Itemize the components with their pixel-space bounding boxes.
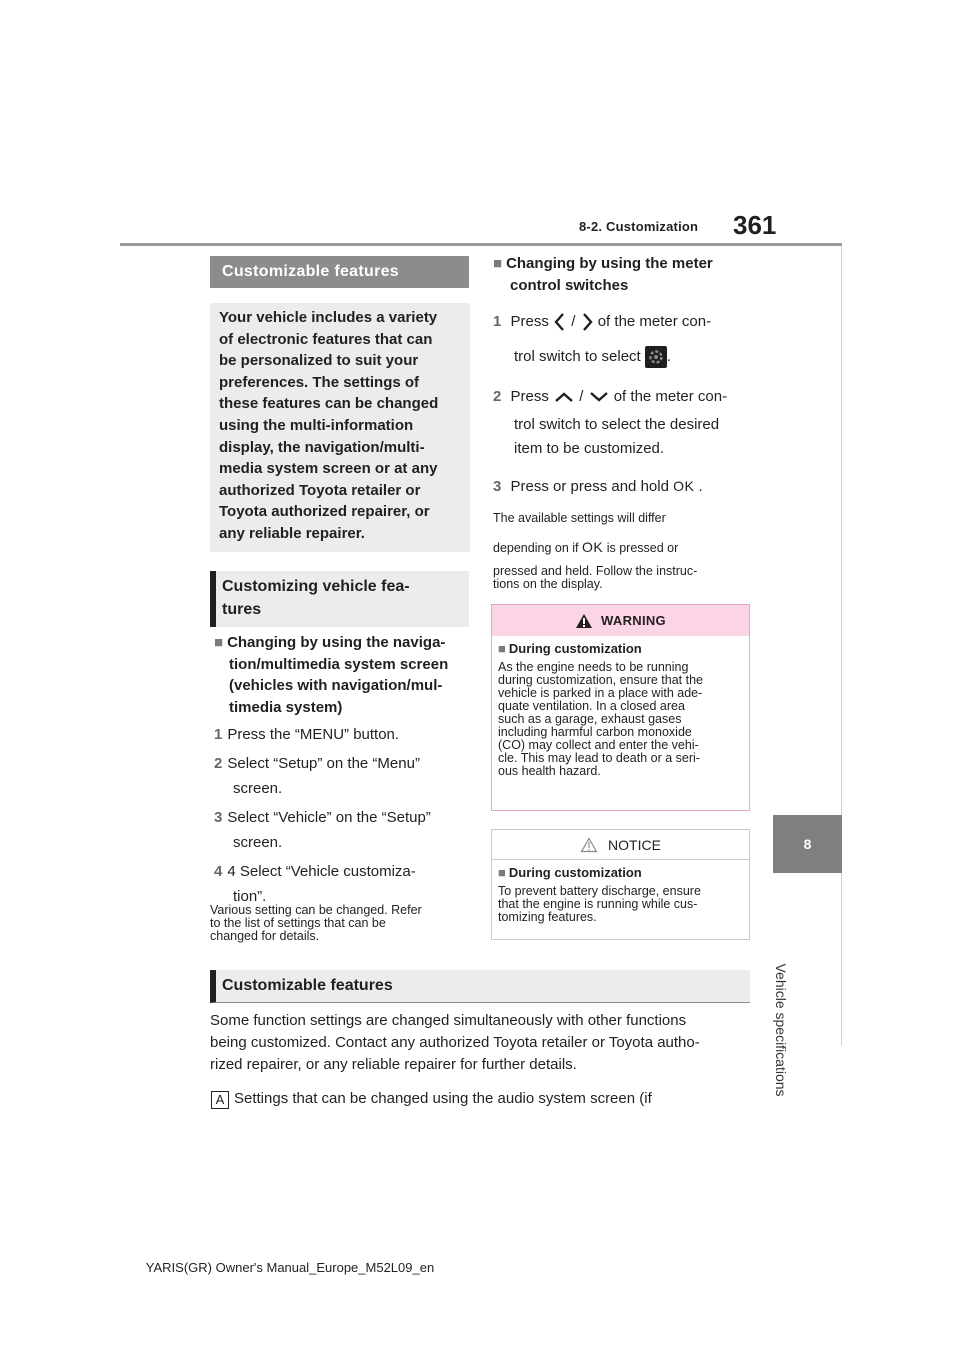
step-text: screen. xyxy=(233,834,283,851)
square-bullet-icon: ■ xyxy=(493,255,503,272)
step-text: tion”. xyxy=(233,888,267,905)
note-line: tions on the display. xyxy=(493,577,603,591)
step-text: trol switch to select xyxy=(514,348,641,365)
body-line: including harmful carbon monoxide xyxy=(498,725,692,739)
subhead-line: control switches xyxy=(510,276,629,294)
step-text: Press the “MENU” button. xyxy=(227,726,400,743)
note-text: depending on if xyxy=(493,541,579,555)
step-text: of the meter con- xyxy=(613,388,728,405)
body-line: that the engine is running while cus- xyxy=(498,897,698,911)
intro-line: any reliable repairer. xyxy=(219,524,365,542)
step-text: Press xyxy=(510,388,549,405)
step-text: 4 Select “Vehicle customiza- xyxy=(227,863,416,880)
heading-customizable-features-table: Customizable features xyxy=(210,970,750,1003)
chevron-left-icon xyxy=(553,311,567,333)
notice-title: NOTICE xyxy=(608,836,661,853)
step-text: Press xyxy=(510,313,549,330)
page-number: 361 xyxy=(733,210,777,240)
subhead-line: Changing by using the meter xyxy=(506,255,713,272)
meter-step-2-cont: item to be customized. xyxy=(514,440,665,457)
step-text: . xyxy=(698,478,703,495)
step-number: 2 xyxy=(214,755,223,772)
meter-step-2-cont: trol switch to select the desired xyxy=(514,416,720,433)
para-line: being customized. Contact any authorized Toyota retailer or Toyota autho- xyxy=(210,1034,700,1051)
square-bullet-icon: ■ xyxy=(498,865,506,880)
caution-outline-icon xyxy=(580,837,598,853)
warning-header xyxy=(492,605,749,636)
separator: / xyxy=(579,388,584,405)
step-number: 1 xyxy=(214,726,223,743)
body-line: during customization, ensure that the xyxy=(498,673,703,687)
step-number: 4 xyxy=(214,863,223,880)
intro-line: Your vehicle includes a variety xyxy=(219,309,438,326)
step-item xyxy=(214,722,470,747)
ok-icon: OK xyxy=(673,478,695,494)
step-text: Select “Vehicle” on the “Setup” xyxy=(227,809,431,826)
body-line: (CO) may collect and enter the vehi- xyxy=(498,738,699,752)
notice-header xyxy=(492,830,749,860)
meter-step-3 xyxy=(493,474,703,499)
chapter-label-text: Vehicle specifications xyxy=(773,963,789,1097)
chevron-up-icon xyxy=(553,390,575,404)
ok-icon: OK xyxy=(581,539,604,555)
heading-line: Customizing vehicle fea- xyxy=(222,578,410,595)
section-a-line xyxy=(211,1088,652,1110)
header-rule xyxy=(120,243,842,246)
step-number: 3 xyxy=(493,478,502,495)
square-bullet-icon: ■ xyxy=(214,634,224,651)
chevron-down-icon xyxy=(588,390,610,404)
subhead-line: timedia system) xyxy=(229,698,343,716)
body-line: vehicle is parked in a place with ade- xyxy=(498,686,703,700)
section-a-marker: A xyxy=(211,1091,229,1109)
warning-subhead xyxy=(498,641,749,656)
bottom-paragraph xyxy=(210,1010,755,1076)
note-block xyxy=(493,565,743,591)
left-note xyxy=(210,904,468,943)
step-item xyxy=(214,859,470,909)
warning-triangle-icon xyxy=(575,613,593,629)
subhead-text: During customization xyxy=(508,641,642,656)
gear-icon xyxy=(645,346,667,368)
warning-title: WARNING xyxy=(601,613,666,628)
subhead-text: During customization xyxy=(508,865,642,880)
step-number: 1 xyxy=(493,313,502,330)
note-line: changed for details. xyxy=(210,929,320,943)
heading-customizing-vehicle-features xyxy=(210,571,469,627)
heading-customizable-features: Customizable features xyxy=(210,256,469,288)
para-line: rized repairer, or any reliable repairer for further details. xyxy=(210,1056,577,1073)
body-line: quate ventilation. In a closed area xyxy=(498,699,685,713)
intro-line: media system screen or at any xyxy=(219,460,438,478)
step-item xyxy=(214,751,470,801)
intro-line: be personalized to suit your xyxy=(219,352,419,370)
subhead-line: (vehicles with navigation/mul- xyxy=(229,677,443,694)
body-line: As the engine needs to be running xyxy=(498,660,689,674)
note-line: to the list of settings that can be xyxy=(210,916,386,930)
note-text: is pressed or xyxy=(606,541,679,555)
body-line: tomizing features. xyxy=(498,910,597,924)
subhead-meter-switches xyxy=(493,253,749,296)
subhead-navigation xyxy=(214,632,470,718)
step-text: screen. xyxy=(233,780,283,797)
step-text: Press or press and hold xyxy=(510,478,669,495)
step-number: 2 xyxy=(493,388,502,405)
meter-step-1 xyxy=(493,309,753,334)
square-bullet-icon: ■ xyxy=(498,641,506,656)
warning-body xyxy=(498,661,743,778)
intro-line: preferences. The settings of xyxy=(219,373,420,391)
body-line: such as a garage, exhaust gases xyxy=(498,712,682,726)
body-line: To prevent battery discharge, ensure xyxy=(498,884,701,898)
step-number: 3 xyxy=(214,809,223,826)
footer-manual-id: YARIS(GR) Owner's Manual_Europe_M52L09_en xyxy=(145,1260,435,1275)
para-line: Some function settings are changed simultaneously with other functions xyxy=(210,1012,687,1029)
body-line: ous health hazard. xyxy=(498,764,601,778)
intro-line: Toyota authorized repairer, or xyxy=(219,503,430,521)
side-divider xyxy=(841,246,842,1046)
intro-line: these features can be changed xyxy=(219,395,439,413)
navigation-steps xyxy=(214,722,470,913)
chapter-tab[interactable]: 8 xyxy=(773,815,842,873)
separator: / xyxy=(571,313,576,330)
note-line xyxy=(493,539,678,555)
note-line: The available settings will differ xyxy=(493,511,666,525)
note-line: Various setting can be changed. Refer xyxy=(210,903,422,917)
intro-line: using the multi-information xyxy=(219,416,414,434)
heading-line: tures xyxy=(222,601,262,618)
intro-line: authorized Toyota retailer or xyxy=(219,481,421,499)
section-title: 8-2. Customization xyxy=(579,219,699,234)
intro-box xyxy=(210,303,470,552)
step-text: Select “Setup” on the “Menu” xyxy=(227,755,420,772)
step-item xyxy=(214,805,470,855)
chevron-right-icon xyxy=(580,311,594,333)
notice-body xyxy=(498,885,743,924)
meter-step-1-cont xyxy=(514,344,671,369)
warning-box xyxy=(491,604,750,811)
section-a-text: Settings that can be changed using the audio system screen (if xyxy=(234,1090,652,1107)
note-line: pressed and held. Follow the instruc- xyxy=(493,564,698,578)
intro-line: of electronic features that can xyxy=(219,330,433,348)
step-text: of the meter con- xyxy=(597,313,712,330)
subhead-line: Changing by using the naviga- xyxy=(227,634,446,651)
notice-subhead xyxy=(498,865,749,880)
notice-box xyxy=(491,829,750,940)
intro-line: display, the navigation/multi- xyxy=(219,438,425,456)
subhead-line: tion/multimedia system screen xyxy=(229,655,449,673)
meter-step-2 xyxy=(493,384,727,409)
body-line: cle. This may lead to death or a seri- xyxy=(498,751,700,765)
step-text: . xyxy=(666,348,672,365)
